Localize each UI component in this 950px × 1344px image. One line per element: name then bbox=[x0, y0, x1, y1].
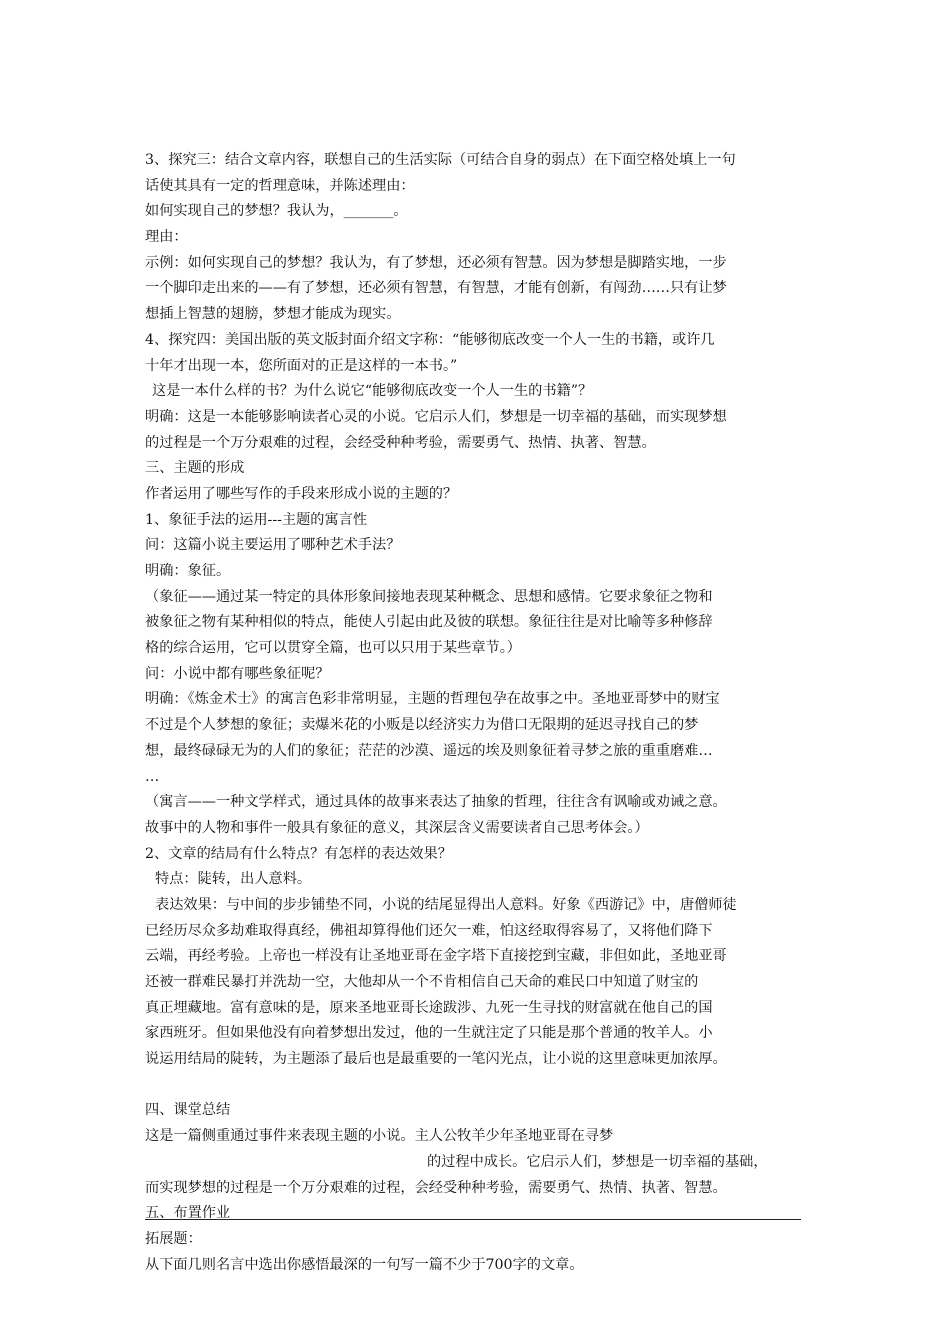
text-line: 的过程中成长。它启示人们，梦想是一切幸福的基础， bbox=[427, 1153, 768, 1170]
text-line: 被象征之物有某种相似的特点，能使人引起由此及彼的联想。象征往往是对比喻等多种修辞 bbox=[145, 614, 713, 631]
text-line: 一个脚印走出来的——有了梦想，还必须有智慧，有智慧，才能有创新，有闯劲……只有让梦 bbox=[145, 280, 727, 297]
text-line: 4、探究四：美国出版的英文版封面介绍文字称：“能够彻底改变一个人一生的书籍，或许几 bbox=[145, 331, 715, 348]
text-line: （寓言——一种文学样式，通过具体的故事来表达了抽象的哲理，往往含有讽喻或劝诫之意。 bbox=[145, 794, 727, 811]
text-line: … bbox=[145, 768, 160, 785]
text-line: 想，最终碌碌无为的人们的象征；茫茫的沙漠、遥远的埃及则象征着寻梦之旅的重重磨难… bbox=[145, 742, 713, 759]
text-line: 明确：这是一本能够影响读者心灵的小说。它启示人们，梦想是一切幸福的基础，而实现梦想 bbox=[145, 408, 727, 425]
text-line: 从下面几则名言中选出你感悟最深的一句写一篇不少于700字的文章。 bbox=[145, 1256, 584, 1273]
text-line: 这是一本什么样的书？为什么说它“能够彻底改变一个人一生的书籍”？ bbox=[152, 383, 593, 400]
text-line: 云端，再经考验。上帝也一样没有让圣地亚哥在金字塔下直接挖到宝藏，非但如此，圣地亚哥 bbox=[145, 948, 727, 965]
footer-divider bbox=[145, 1219, 801, 1220]
text-line: 问：小说中都有哪些象征呢？ bbox=[145, 665, 330, 682]
text-line: 故事中的人物和事件一般具有象征的意义，其深层含义需要读者自己思考体会。） bbox=[145, 819, 649, 836]
text-line: 问：这篇小说主要运用了哪种艺术手法？ bbox=[145, 537, 401, 554]
text-line: 作者运用了哪些写作的手段来形成小说的主题的？ bbox=[145, 485, 458, 502]
text-line: 十年才出现一本，您所面对的正是这样的一本书。” bbox=[145, 357, 458, 374]
section-heading: 三、主题的形成 bbox=[145, 460, 245, 477]
text-line: 话使其具有一定的哲理意味，并陈述理由： bbox=[145, 177, 415, 194]
text-line: 还被一群难民暴打并洗劫一空，大他却从一个不肯相信自己天命的难民口中知道了财宝的 bbox=[145, 974, 699, 990]
text-line: 家西班牙。但如果他没有向着梦想出发过，他的一生就注定了只能是那个普通的牧羊人。小 bbox=[145, 1025, 713, 1042]
text-line: 明确：《炼金术士》的寓言色彩非常明显，主题的哲理包孕在故事之中。圣地亚哥梦中的财宝 bbox=[145, 691, 720, 708]
text-line: 2、文章的结局有什么特点？有怎样的表达效果？ bbox=[145, 845, 452, 862]
text-line: 这是一篇侧重通过事件来表现主题的小说。主人公牧羊少年圣地亚哥在寻梦 bbox=[145, 1128, 614, 1145]
document-body bbox=[145, 148, 825, 1278]
text-line: 想插上智慧的翅膀，梦想才能成为现实。 bbox=[145, 306, 401, 323]
text-line: 如何实现自己的梦想？我认为，_______。 bbox=[145, 203, 408, 220]
text-line: 格的综合运用，它可以贯穿全篇，也可以只用于某些章节。） bbox=[145, 640, 521, 657]
text-line: 真正埋藏地。富有意味的是，原来圣地亚哥长途跋涉、九死一生寻找的财富就在他自己的国 bbox=[145, 999, 713, 1016]
text-line: 示例：如何实现自己的梦想？我认为，有了梦想，还必须有智慧。因为梦想是脚踏实地，一步 bbox=[145, 254, 727, 271]
blank-line bbox=[145, 1073, 825, 1099]
text-line: 拓展题： bbox=[145, 1230, 202, 1247]
section-heading: 四、课堂总结 bbox=[145, 1102, 231, 1119]
text-line: 明确：象征。 bbox=[145, 563, 231, 579]
text-line: 理由： bbox=[145, 229, 188, 246]
text-line: 已经历尽众多劫难取得真经，佛祖却算得他们还欠一难，怕这经取得容易了，又将他们降下 bbox=[145, 922, 713, 939]
text-line: 的过程是一个万分艰难的过程，会经受种种考验，需要勇气、热情、执著、智慧。 bbox=[145, 434, 656, 451]
text-line: 特点：陡转，出人意料。 bbox=[155, 871, 312, 888]
text-line: 3、探究三：结合文章内容，联想自己的生活实际（可结合自身的弱点）在下面空格处填上一句 bbox=[145, 152, 736, 168]
text-line: 不过是个人梦想的象征；卖爆米花的小贩是以经济实力为借口无限期的延迟寻找自己的梦 bbox=[145, 717, 699, 734]
text-line: 1、象征手法的运用---主题的寓言性 bbox=[145, 511, 368, 528]
text-line: 说运用结局的陡转，为主题添了最后也是最重要的一笔闪光点，让小说的这里意味更加浓厚。 bbox=[145, 1051, 727, 1068]
text-line: 表达效果：与中间的步步铺垫不同，小说的结尾显得出人意料。好象《西游记》中，唐僧师徒 bbox=[155, 896, 737, 913]
text-line: 而实现梦想的过程是一个万分艰难的过程，会经受种种考验，需要勇气、热情、执著、智慧。 bbox=[145, 1179, 727, 1196]
text-line: （象征——通过某一特定的具体形象间接地表现某种概念、思想和感情。它要求象征之物和 bbox=[145, 588, 713, 605]
section-heading: 五、布置作业 bbox=[145, 1205, 231, 1222]
